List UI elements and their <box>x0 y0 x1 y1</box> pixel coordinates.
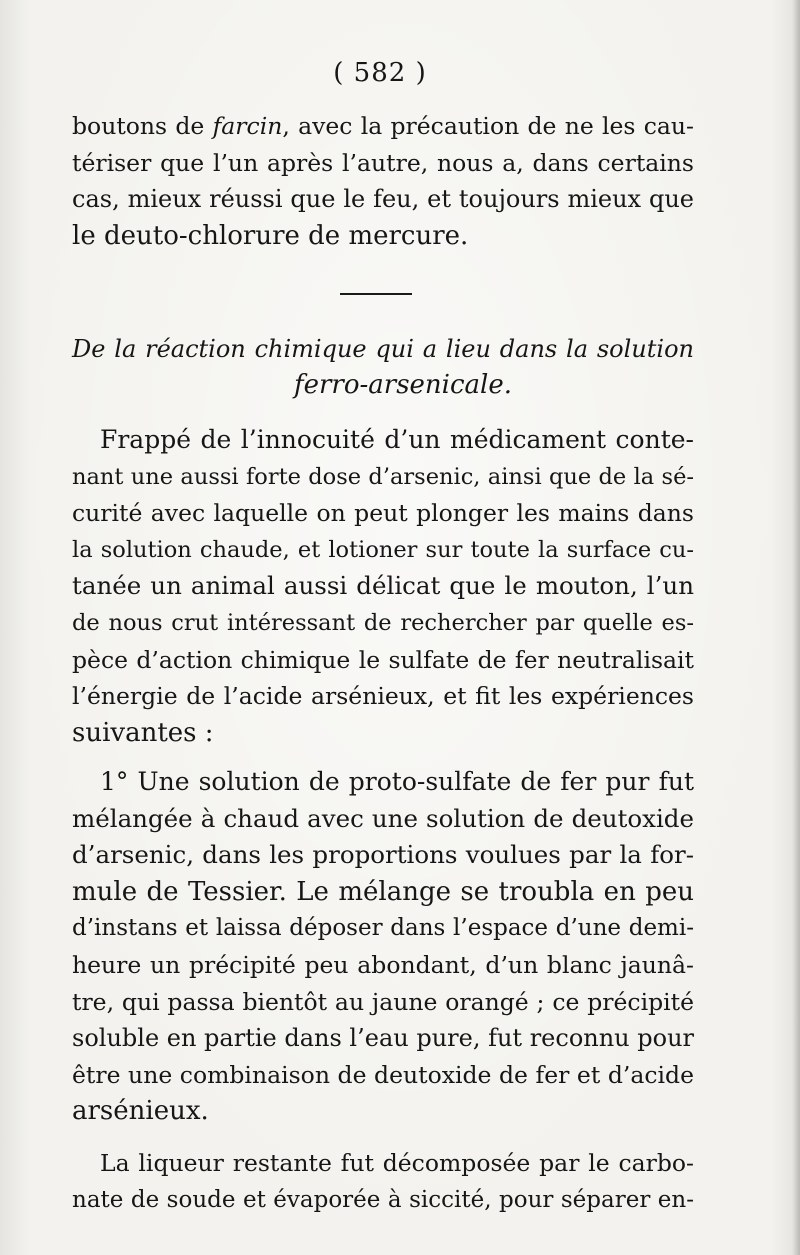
text-line: tanée un animal aussi délicat que le mouton, l’un <box>72 571 694 601</box>
top-paragraph <box>72 108 694 254</box>
text-line: pèce d’action chimique le sulfate de fer neutralisait <box>72 645 694 674</box>
paragraph-1 <box>72 422 694 751</box>
text-line: tre, qui passa bientôt au jaune orangé ; ce précipité <box>72 987 694 1016</box>
text-line: suivantes : <box>72 717 214 748</box>
text-fragment: , avec la précaution de ne les cau- <box>282 112 694 140</box>
text-line: heure un précipité peu abondant, d’un blanc jaunâ- <box>72 950 694 979</box>
text-line: La liqueur restante fut décomposée par le carbo- <box>100 1149 694 1177</box>
italic-word: farcin <box>212 112 283 140</box>
paragraph-2 <box>72 764 694 1130</box>
text-line: 1° Une solution de proto-sulfate de fer pur fut <box>100 767 694 796</box>
section-heading <box>72 331 694 403</box>
text-line: de nous crut intéressant de rechercher par quelle es- <box>72 609 694 636</box>
text-line: arsénieux. <box>72 1096 209 1127</box>
text-line: l’énergie de l’acide arsénieux, et fit les expériences <box>72 682 694 711</box>
section-divider <box>340 293 412 295</box>
page-number: ( 582 ) <box>333 58 427 88</box>
text-line: d’arsenic, dans les proportions voulues par la for- <box>72 840 694 870</box>
text-line: soluble en partie dans l’eau pure, fut reconnu pour <box>72 1024 695 1053</box>
page-edge-shadow <box>792 0 800 1255</box>
text-line: le deuto-chlorure de mercure. <box>72 220 469 251</box>
text-line: curité avec laquelle on peut plonger les mains dans <box>72 499 694 528</box>
text-line: mule de Tessier. Le mélange se troubla en peu <box>72 876 694 907</box>
text-line: d’instans et laissa déposer dans l’espace d’une demi- <box>72 915 694 942</box>
text-line: nate de soude et évaporée à siccité, pour séparer en- <box>72 1186 694 1213</box>
heading-line: De la réaction chimique qui a lieu dans la solution <box>72 335 694 363</box>
text-line: la solution chaude, et lotioner sur toute la surface cu- <box>72 536 694 563</box>
text-fragment: boutons de <box>72 112 213 140</box>
text-line: Frappé de l’innocuité d’un médicament conte- <box>100 425 694 454</box>
text-line: mélangée à chaud avec une solution de deutoxide <box>72 803 694 833</box>
text-line: cas, mieux réussi que le feu, et toujours mieux que <box>72 185 694 214</box>
text-line: tériser que l’un après l’autre, nous a, dans certains <box>72 148 694 177</box>
text-line <box>72 108 694 145</box>
text-line: nant une aussi forte dose d’arsenic, ainsi que de la sé- <box>72 463 694 490</box>
heading-line: ferro-arsenicale. <box>293 370 513 400</box>
text-line: être une combinaison de deutoxide de fer et d’acide <box>72 1060 694 1089</box>
paragraph-3 <box>72 1145 694 1218</box>
